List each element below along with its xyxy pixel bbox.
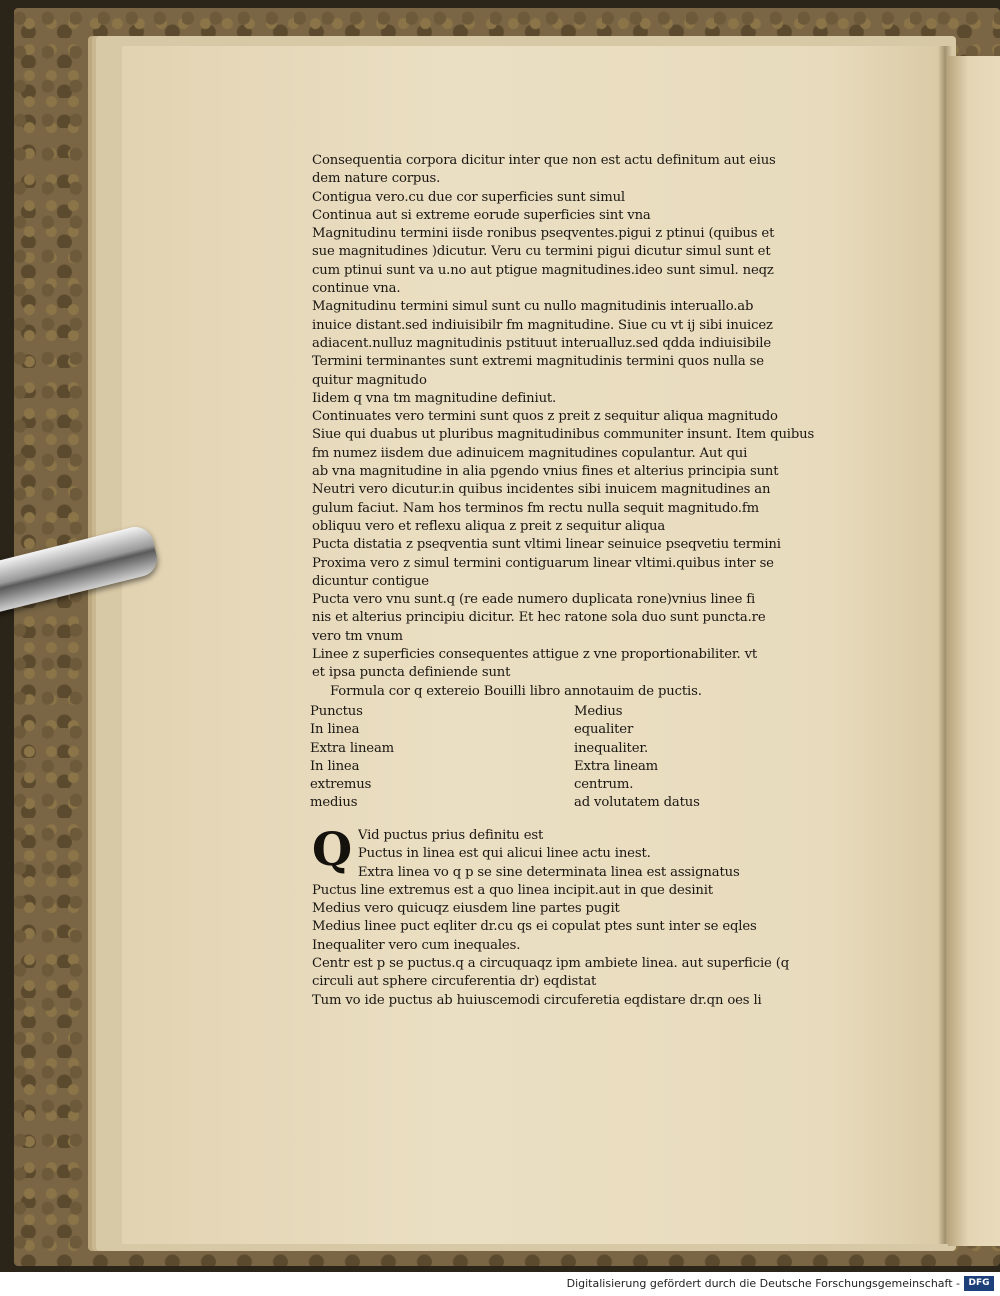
formula-left-item: extremus xyxy=(310,777,372,793)
text-line: Centr est p se puctus.q a circuquaqz ipm ambiete linea. aut superficie (q xyxy=(312,955,790,971)
text-line: fm numez iisdem due adinuicem magnitudines copulantur. Aut qui xyxy=(312,445,748,461)
text-line: nis et alterius principiu dicitur. Et hec ratone sola duo sunt puncta.re xyxy=(312,610,766,626)
text-line: circuli aut sphere circuferentia dr) eqdistat xyxy=(312,974,597,990)
formula-left-item: In linea xyxy=(310,758,360,774)
text-line: continue vna. xyxy=(312,281,401,297)
drop-cap: Q xyxy=(312,826,352,876)
text-line: Puctus line extremus est a quo linea incipit.aut in que desinit xyxy=(312,882,713,898)
question-line: Puctus in linea est qui alicui linee actu inest. xyxy=(357,846,651,862)
text-line: Continua aut si extreme eorude superficies sint vna xyxy=(312,207,651,223)
text-line: obliquu vero et reflexu aliqua z preit z sequitur aliqua xyxy=(312,518,666,534)
text-line: vero tm vnum xyxy=(312,628,403,644)
formula-right-column xyxy=(574,703,700,813)
text-line: Medius linee puct eqliter dr.cu qs ei copulat ptes sunt inter se eqles xyxy=(312,919,757,935)
text-line: Inequaliter vero cum inequales. xyxy=(312,937,521,953)
funding-credit: Digitalisierung gefördert durch die Deutsche Forschungsgemeinschaft - xyxy=(566,1277,960,1290)
text-line: Pucta vero vnu sunt.q (re eade numero duplicata rone)vnius linee fi xyxy=(312,592,756,608)
text-block-bottom xyxy=(312,882,852,1010)
text-line: dicuntur contigue xyxy=(312,573,429,589)
formula-left-item: medius xyxy=(310,795,358,811)
formula-right-item: Extra lineam xyxy=(574,758,659,774)
facing-page-edge xyxy=(948,56,1000,1246)
formula-left-column xyxy=(310,703,394,813)
text-line: Tum vo ide puctus ab huiuscemodi circuferetia eqdistare dr.qn oes li xyxy=(312,992,762,1008)
text-line: Consequentia corpora dicitur inter que non est actu definitum aut eius xyxy=(312,153,776,168)
text-line: Siue qui duabus ut pluribus magnitudinibus communiter insunt. Item quibus xyxy=(312,427,815,443)
text-line: adiacent.nulluz magnitudinis pstituut interualluz.sed qdda indiuisibile xyxy=(312,335,771,351)
formula-right-item: ad volutatem datus xyxy=(574,795,700,811)
text-line: Proxima vero z simul termini contiguarum linear vltimi.quibus inter se xyxy=(312,555,774,571)
text-line: Neutri vero dicutur.in quibus incidentes sibi inuicem magnitudines an xyxy=(312,482,771,498)
text-line: Linee z superficies consequentes attigue z vne proportionabiliter. vt xyxy=(312,647,758,663)
question-line: Vid puctus prius definitu est xyxy=(357,827,544,843)
text-line: inuice distant.sed indiuisibilr fm magnitudine. Siue cu vt ij sibi inuicez xyxy=(312,317,773,333)
formula-left-item: Punctus xyxy=(310,703,363,719)
text-line: Continuates vero termini sunt quos z preit z sequitur aliqua magnitudo xyxy=(312,409,778,425)
text-line: gulum faciut. Nam hos terminos fm rectu nulla sequit magnitudo.fm xyxy=(312,500,759,516)
text-line: sue magnitudines )dicutur. Veru cu termini pigui dicutur simul sunt et xyxy=(312,244,771,260)
formula-right-item: Medius xyxy=(574,703,623,719)
formula-right-item: inequaliter. xyxy=(574,740,649,756)
text-line: Contigua vero.cu due cor superficies sunt simul xyxy=(312,189,625,205)
question-lines xyxy=(312,827,852,882)
text-line: quitur magnitudo xyxy=(312,372,427,388)
dfg-logo: DFG xyxy=(964,1276,994,1291)
page-text xyxy=(312,152,852,1010)
question-line: Extra linea vo q p se sine determinata linea est assignatus xyxy=(357,864,740,880)
question-block xyxy=(312,827,852,882)
footer-bar xyxy=(0,1272,1000,1296)
text-block-top xyxy=(312,152,852,683)
formula-table xyxy=(312,703,852,823)
text-line: Pucta distatia z pseqventia sunt vltimi linear seinuice pseqvetiu termini xyxy=(312,537,781,553)
text-line: cum ptinui sunt va u.no aut ptigue magnitudines.ideo sunt simul. neqz xyxy=(312,262,774,278)
formula-right-item: centrum. xyxy=(574,777,634,793)
formula-right-item: equaliter xyxy=(574,722,634,738)
text-line: dem nature corpus. xyxy=(312,171,441,187)
formula-left-item: In linea xyxy=(310,722,360,738)
text-line: Termini terminantes sunt extremi magnitudinis termini quos nulla se xyxy=(312,354,764,370)
text-line: et ipsa puncta definiende sunt xyxy=(312,665,511,681)
text-line: ab vna magnitudine in alia pgendo vnius fines et alterius principia sunt xyxy=(312,464,779,480)
formula-left-item: Extra lineam xyxy=(310,740,395,756)
text-line: Medius vero quicuqz eiusdem line partes pugit xyxy=(312,901,620,917)
text-line: Magnitudinu termini simul sunt cu nullo magnitudinis interuallo.ab xyxy=(312,299,754,315)
formula-heading: Formula cor q extereio Bouilli libro annotauim de puctis. xyxy=(330,683,702,699)
text-line: Iidem q vna tm magnitudine definiut. xyxy=(312,390,557,406)
text-line: Magnitudinu termini iisde ronibus pseqventes.pigui z ptinui (quibus et xyxy=(312,226,775,242)
